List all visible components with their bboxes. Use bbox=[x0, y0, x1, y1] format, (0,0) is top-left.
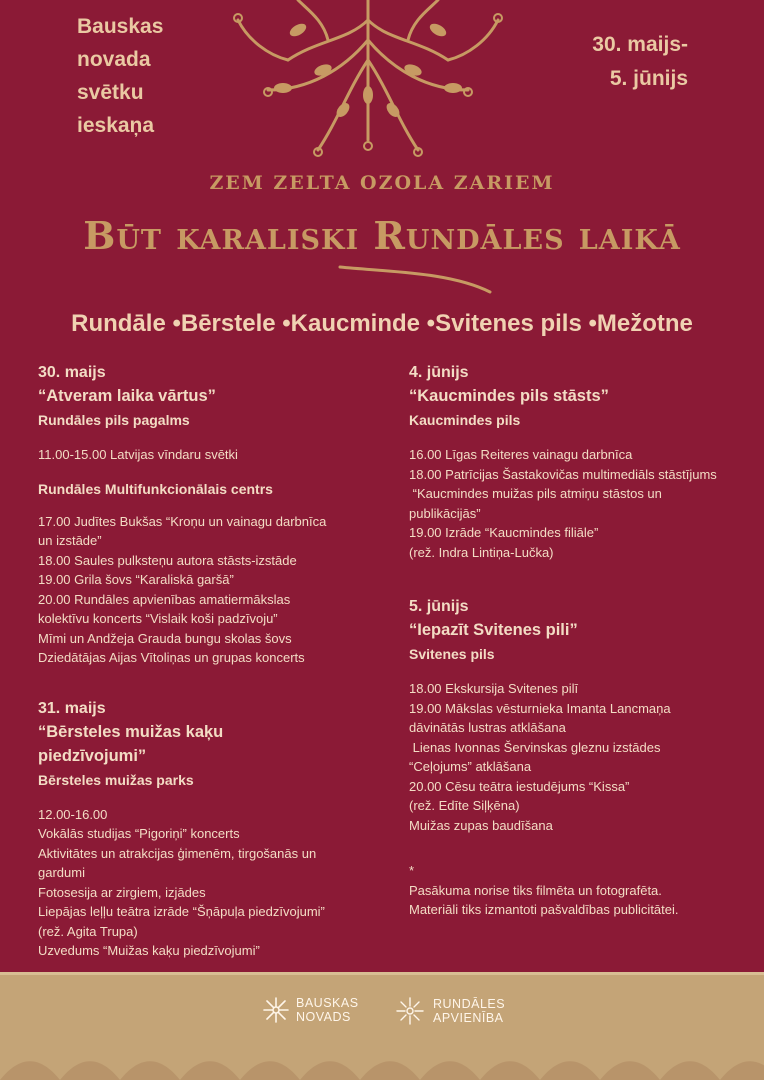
schedule-line: dāvinātās lustras atklāšana bbox=[409, 720, 566, 735]
event-schedule bbox=[409, 445, 749, 562]
logo-text-line: NOVADS bbox=[296, 1010, 351, 1024]
schedule-line: “Kaucmindes muižas pils atmiņu stāstos un bbox=[409, 486, 662, 501]
event-day: 4. jūnijs bbox=[409, 364, 469, 381]
festival-line: Bauskas bbox=[77, 15, 164, 38]
schedule-line: 20.00 Cēsu teātra iestudējums “Kissa” bbox=[409, 778, 630, 794]
event-title bbox=[38, 720, 378, 768]
sun-icon bbox=[262, 996, 290, 1024]
schedule-line: 19.00 Grila šovs “Karaliskā garšā” bbox=[38, 572, 234, 587]
note-line: Pasākuma norise tiks filmēta un fotografēta. bbox=[409, 882, 662, 898]
event-venue: Bērsteles muižas parks bbox=[38, 771, 194, 788]
schedule-line: 18.00 Patrīcijas Šastakovičas multimediāls stāstījums bbox=[409, 466, 717, 482]
schedule-line: 19.00 Mākslas vēsturnieka Imanta Lancmaņa bbox=[409, 700, 671, 716]
event-title: “Atveram laika vārtus” bbox=[38, 387, 216, 405]
event-title-line: piedzīvojumi” bbox=[38, 746, 147, 765]
logo-text-line: BAUSKAS bbox=[296, 996, 359, 1010]
schedule-line: 18.00 Ekskursija Svitenes pilī bbox=[409, 681, 579, 696]
event-schedule bbox=[38, 805, 378, 961]
festival-line: ieskaņa bbox=[77, 114, 155, 137]
event-title-line: “Bērsteles muižas kaķu bbox=[38, 722, 224, 741]
tagline: ZEM ZELTA OZOLA ZARIEM bbox=[209, 172, 555, 194]
oak-roots-illustration bbox=[228, 0, 508, 160]
schedule-line: kolektīvu koncerts “Vislaik koši padzīvoju” bbox=[38, 611, 278, 626]
schedule-line: 11.00-15.00 Latvijas vīndaru svētki bbox=[38, 447, 238, 462]
event-day: 31. maijs bbox=[38, 699, 106, 717]
right-column bbox=[409, 362, 749, 920]
event-schedule bbox=[38, 512, 378, 668]
publicity-note bbox=[409, 861, 749, 920]
schedule-line: Muižas zupas baudīšana bbox=[409, 817, 553, 833]
footer-divider bbox=[0, 972, 764, 975]
schedule-line: Dziedātājas Aijas Vītoliņas un grupas koncerts bbox=[38, 650, 305, 665]
event-venue: Svitenes pils bbox=[409, 646, 495, 662]
event-venue: Rundāles pils pagalms bbox=[38, 412, 190, 428]
locations-line: Rundāle •Bērstele •Kaucminde •Svitenes pils •Mežotne bbox=[71, 310, 693, 337]
event-day: 5. jūnijs bbox=[409, 598, 469, 615]
festival-line: svētku bbox=[77, 81, 144, 104]
schedule-line: (rež. Agita Trupa) bbox=[38, 923, 138, 939]
schedule-line: Aktivitātes un atrakcijas ģimenēm, tirgošanās un bbox=[38, 845, 317, 861]
schedule-line: (rež. Indra Lintiņa-Lučka) bbox=[409, 544, 554, 560]
left-column bbox=[38, 362, 378, 961]
event-day: 30. maijs bbox=[38, 364, 106, 381]
bauskas-novads-logo bbox=[262, 996, 359, 1024]
schedule-line: 16.00 Līgas Reiteres vainagu darbnīca bbox=[409, 447, 633, 462]
event-schedule bbox=[409, 679, 749, 835]
footer-leaf-pattern bbox=[0, 1050, 764, 1080]
logo-text-line: RUNDĀLES bbox=[433, 997, 506, 1011]
event-schedule bbox=[38, 445, 378, 465]
date-line: 5. jūnijs bbox=[609, 67, 688, 90]
schedule-line: 19.00 Izrāde “Kaucmindes filiāle” bbox=[409, 525, 599, 540]
schedule-line: publikācijās” bbox=[409, 505, 481, 521]
schedule-line: un izstāde” bbox=[38, 533, 102, 548]
event-title: “Iepazīt Svitenes pili” bbox=[409, 621, 578, 639]
date-line: 30. maijs- bbox=[592, 33, 688, 56]
star-icon bbox=[395, 996, 425, 1026]
flourish-ornament bbox=[330, 262, 510, 302]
event-venue: Kaucmindes pils bbox=[409, 412, 521, 428]
schedule-line: (rež. Edīte Siļķēna) bbox=[409, 798, 520, 813]
schedule-line: gardumi bbox=[38, 865, 85, 880]
note-line: Materiāli tiks izmantoti pašvaldības publicitātei. bbox=[409, 902, 679, 917]
logo-text-line: APVIENĪBA bbox=[433, 1011, 504, 1025]
schedule-line: Fotosesija ar zirgiem, izjādes bbox=[38, 884, 206, 900]
rundales-apvieniba-logo bbox=[395, 996, 505, 1026]
event-venue: Rundāles Multifunkcionālais centrs bbox=[38, 480, 273, 497]
event-title: “Kaucmindes pils stāsts” bbox=[409, 387, 609, 405]
festival-label bbox=[77, 10, 163, 142]
schedule-line: Liepājas leļļu teātra izrāde “Šņāpuļa piedzīvojumi” bbox=[38, 904, 325, 919]
schedule-line: 20.00 Rundāles apvienības amatiermākslas bbox=[38, 591, 291, 607]
schedule-line: 18.00 Saules pulksteņu autora stāsts-izstāde bbox=[38, 552, 297, 568]
festival-line: novada bbox=[77, 48, 151, 71]
schedule-line: 17.00 Judītes Bukšas “Kroņu un vainagu darbnīca bbox=[38, 513, 327, 529]
schedule-line: Mīmi un Andžeja Grauda bungu skolas šovs bbox=[38, 630, 292, 646]
note-asterisk: * bbox=[409, 863, 415, 878]
schedule-line: Vokālās studijas “Pigoriņi” koncerts bbox=[38, 826, 240, 841]
date-range bbox=[592, 28, 688, 96]
schedule-line: “Ceļojums” atklāšana bbox=[409, 759, 532, 774]
schedule-line: 12.00-16.00 bbox=[38, 806, 108, 822]
schedule-line: Lienas Ivonnas Šervinskas gleznu izstādes bbox=[409, 739, 661, 755]
poster-title: Būt karaliski Rundāles laikā bbox=[83, 213, 681, 258]
schedule-line: Uzvedums “Muižas kaķu piedzīvojumi” bbox=[38, 943, 260, 958]
